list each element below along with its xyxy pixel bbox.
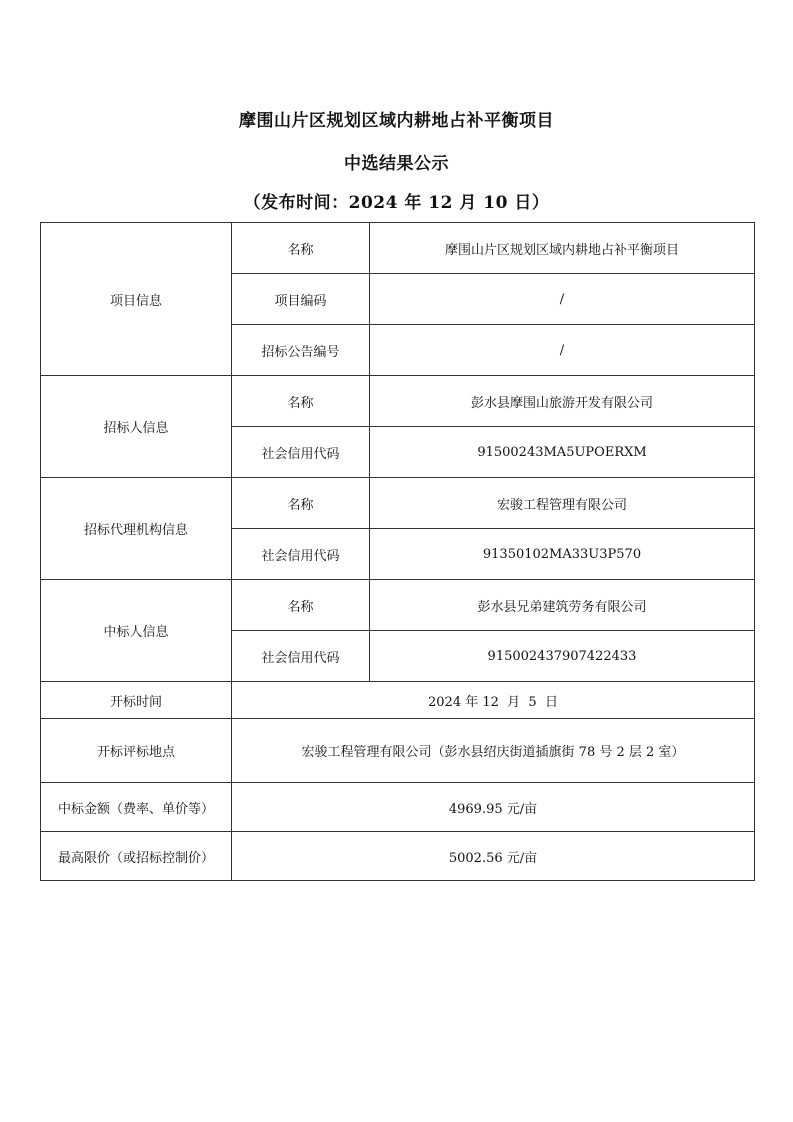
tenderer-name-value: 彭水县摩围山旅游开发有限公司 (370, 376, 755, 427)
tenderer-info-header: 招标人信息 (41, 376, 232, 478)
winner-info-header: 中标人信息 (41, 580, 232, 682)
publish-date: （发布时间：2024 年 12 月 10 日） (243, 193, 550, 213)
agency-credit-value: 91350102MA33U3P570 (370, 529, 755, 580)
notice-number-value: / (370, 325, 755, 376)
table-row (41, 682, 755, 719)
location-label: 开标评标地点 (41, 719, 232, 783)
notice-number-label: 招标公告编号 (232, 325, 370, 376)
agency-credit-label: 社会信用代码 (232, 529, 370, 580)
location-value: 宏骏工程管理有限公司（彭水县绍庆街道插旗街 78 号 2 层 2 室） (232, 719, 755, 783)
table-row (41, 783, 755, 832)
winner-name-label: 名称 (232, 580, 370, 631)
project-info-header: 项目信息 (41, 223, 232, 376)
tenderer-credit-value: 91500243MA5UPOERXM (370, 427, 755, 478)
page-title: 摩围山片区规划区域内耕地占补平衡项目 (239, 111, 554, 131)
agency-name-label: 名称 (232, 478, 370, 529)
open-time-value: 2024 年 12 月 5 日 (232, 682, 755, 719)
table-row (41, 719, 755, 783)
winner-credit-value: 915002437907422433 (370, 631, 755, 682)
table-row (41, 223, 755, 274)
table-row (41, 376, 755, 427)
project-name-label: 名称 (232, 223, 370, 274)
agency-name-value: 宏骏工程管理有限公司 (370, 478, 755, 529)
project-name-value: 摩围山片区规划区域内耕地占补平衡项目 (370, 223, 755, 274)
winner-credit-label: 社会信用代码 (232, 631, 370, 682)
amount-value: 4969.95 元/亩 (232, 783, 755, 832)
tenderer-credit-label: 社会信用代码 (232, 427, 370, 478)
page-subtitle: 中选结果公示 (344, 154, 449, 174)
agency-info-header: 招标代理机构信息 (41, 478, 232, 580)
open-time-label: 开标时间 (41, 682, 232, 719)
winner-name-value: 彭水县兄弟建筑劳务有限公司 (370, 580, 755, 631)
project-code-label: 项目编码 (232, 274, 370, 325)
table-row (41, 478, 755, 529)
tenderer-name-label: 名称 (232, 376, 370, 427)
table-row (41, 832, 755, 881)
table-row (41, 580, 755, 631)
project-code-value: / (370, 274, 755, 325)
amount-label: 中标金额（费率、单价等） (41, 783, 232, 832)
result-table (40, 222, 755, 881)
max-price-label: 最高限价（或招标控制价） (41, 832, 232, 881)
max-price-value: 5002.56 元/亩 (232, 832, 755, 881)
